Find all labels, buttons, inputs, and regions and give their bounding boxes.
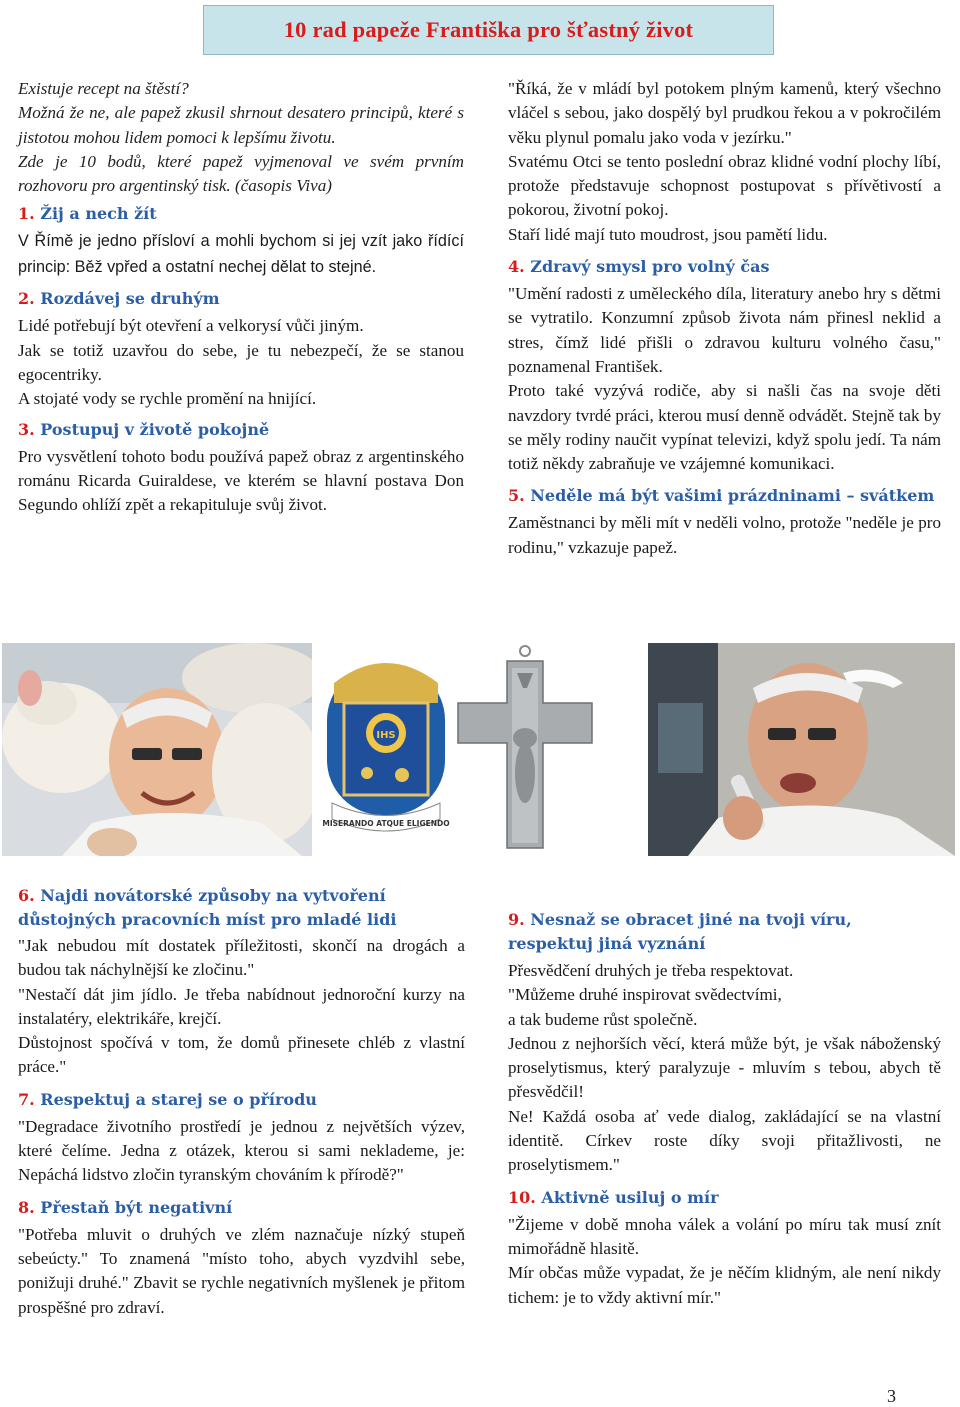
photo-pope-speaking <box>648 643 955 856</box>
rule-text-9e: Ne! Každá osoba ať vede dialog, zakládající se na vlastní identitě. Církev roste díky svoji přitažlivosti, ne proselytismem." <box>508 1106 941 1175</box>
rule-text-4a: "Umění radosti z uměleckého díla, literatury anebo hry s dětmi se vytratilo. Konzumní způsob života nám přinesl neklid a stres, čímž lidé přišli o zdravou kulturu volného času," poznamenal František. <box>508 284 941 376</box>
rule-text-5: Zaměstnanci by měli mít v neděli volno, protože "neděle je pro rodinu," vzkazuje papež. <box>508 513 941 557</box>
rule-heading-8: 8. Přestaň být negativní <box>18 1197 233 1217</box>
column-bottom-left <box>18 884 465 1320</box>
rule-text-3: Pro vysvětlení tohoto bodu používá papež obraz z argentinského románu Ricarda Guiraldese, ve kterém se hlavní postava Don Segundo ohlíží zpět a rekapituluje svůj život. <box>18 446 464 515</box>
rule-heading-3: 3. Postupuj v životě pokojně <box>18 419 270 439</box>
rule-text-3-cont-a: "Říká, že v mládí byl potokem plným kamenů, který všechno vláčel s sebou, jako dospělý byl prudkou řekou a v pokročilém věku plynul pomalu jako voda v jezírku." <box>508 79 941 147</box>
rule-text-9b: "Můžeme druhé inspirovat svědectvími, <box>508 985 782 1005</box>
rule-text-10b: Mír občas může vypadat, že je něčím klidným, ale není nikdy tichem: je to vždy aktivní mír." <box>508 1263 941 1307</box>
rule-text-7: "Degradace životního prostředí je jednou z největších výzev, které čelíme. Jedna z otázek, kterou si sami neklademe, je: Nepáchá lidstvo zločin tyranským chováním k přírodě?" <box>18 1116 465 1185</box>
column-top-left <box>18 77 464 518</box>
rule-text-2b: Jak se totiž uzavřou do sebe, je tu nebezpečí, že se stanou egocentriky. <box>18 340 464 385</box>
rule-heading-10: 10. Aktivně usiluj o mír <box>508 1187 719 1207</box>
intro-question: Existuje recept na štěstí? <box>18 79 189 98</box>
column-bottom-right <box>508 908 941 1310</box>
rule-text-1: V Římě je jedno přísloví a mohli bychom si jej vzít jako řídící princip: Běž vpřed a ostatní nechej dělat to stejné. <box>18 232 464 276</box>
rule-text-9a: Přesvědčení druhých je třeba respektovat. <box>508 961 794 980</box>
rule-text-3-cont-b: Svatému Otci se tento poslední obraz klidné vodní plochy líbí, protože představuje schopnost postupovat s přívětivostí a pokorou, životní pokoj. <box>508 151 941 220</box>
rule-heading-6: 6. Najdi novátorské způsoby na vytvoření důstojných pracovních míst pro mladé lidi <box>18 886 397 929</box>
rule-text-10a: "Žijeme v době mnoha válek a volání po míru tak musí znít mimořádně hlasitě. <box>508 1214 941 1258</box>
page-title: 10 rad papeže Františka pro šťastný život <box>283 17 694 42</box>
rule-heading-2: 2. Rozdávej se druhým <box>18 289 220 309</box>
rule-text-6c: Důstojnost spočívá v tom, že domů přinesete chléb z vlastní práce." <box>18 1033 465 1077</box>
rule-heading-5: 5. Neděle má být vašimi prázdninami – svátkem <box>508 486 935 506</box>
page-number: 3 <box>887 1386 896 1406</box>
rule-text-8: "Potřeba mluvit o druhých ve zlém naznačuje nízký stupeň sebeúcty." To znamená "místo toho, abych vyzdvihl sebe, ponižuji druhé." Zbavit se rychle negativních myšlenek je přitom prospěšné pro zdraví. <box>18 1224 465 1317</box>
rule-text-9d: Jednou z nejhorších věcí, která může být, je však náboženský proselytismus, který paralyzuje - mluvím s tebou, abych tě přesvědčil! <box>508 1033 941 1102</box>
intro-source: Zde je 10 bodů, které papež vyjmenoval ve svém prvním rozhovoru pro argentinský tisk. (časopis Viva) <box>18 151 464 196</box>
rule-text-9c: a tak budeme růst společně. <box>508 1009 698 1029</box>
rule-text-4b: Proto také vyzývá rodiče, aby si našli čas na svoje děti navzdory tvrdé práci, kterou musí denně odvádět. Stejně tak by se měly rodiny naučit vypínat televizi, když spolu jedí. Ta nám totiž někdy zabraňuje ve vzájemné komunikaci. <box>508 381 941 474</box>
rule-heading-9: 9. Nesnaž se obracet jiné na tvoji víru, respektuj jiná vyznání <box>508 910 852 953</box>
column-top-right <box>508 77 941 560</box>
rule-heading-4: 4. Zdravý smysl pro volný čas <box>508 257 770 277</box>
photo-pectoral-cross <box>322 643 633 856</box>
rule-text-6a: "Jak nebudou mít dostatek příležitosti, skončí na drogách a budou tak náchylnější ke zločinu." <box>18 936 465 980</box>
coat-of-arms-motto: MISERANDO ATQUE ELIGENDO <box>322 819 450 828</box>
title-banner <box>203 5 774 55</box>
rule-text-6b: "Nestačí dát jim jídlo. Je třeba nabídnout jednoroční kurzy na instalatéry, elektrikáře, krejčí. <box>18 984 465 1028</box>
ihs-emblem-text: IHS <box>376 730 396 741</box>
rule-text-3-cont-c: Staří lidé mají tuto moudrost, jsou pamětí lidu. <box>508 224 828 244</box>
photo-pope-with-lamb <box>2 643 312 856</box>
intro-text: Možná že ne, ale papež zkusil shrnout desatero principů, které s jistotou mohou lidem pomoci k lepšímu životu. <box>18 103 464 147</box>
rule-text-2c: A stojaté vody se rychle promění na hnijící. <box>18 389 317 409</box>
rule-text-2a: Lidé potřebují být otevření a velkorysí vůči jiným. <box>18 316 364 336</box>
rule-heading-7: 7. Respektuj a starej se o přírodu <box>18 1089 317 1109</box>
rule-heading-1: 1. Žij a nech žít <box>18 204 157 224</box>
